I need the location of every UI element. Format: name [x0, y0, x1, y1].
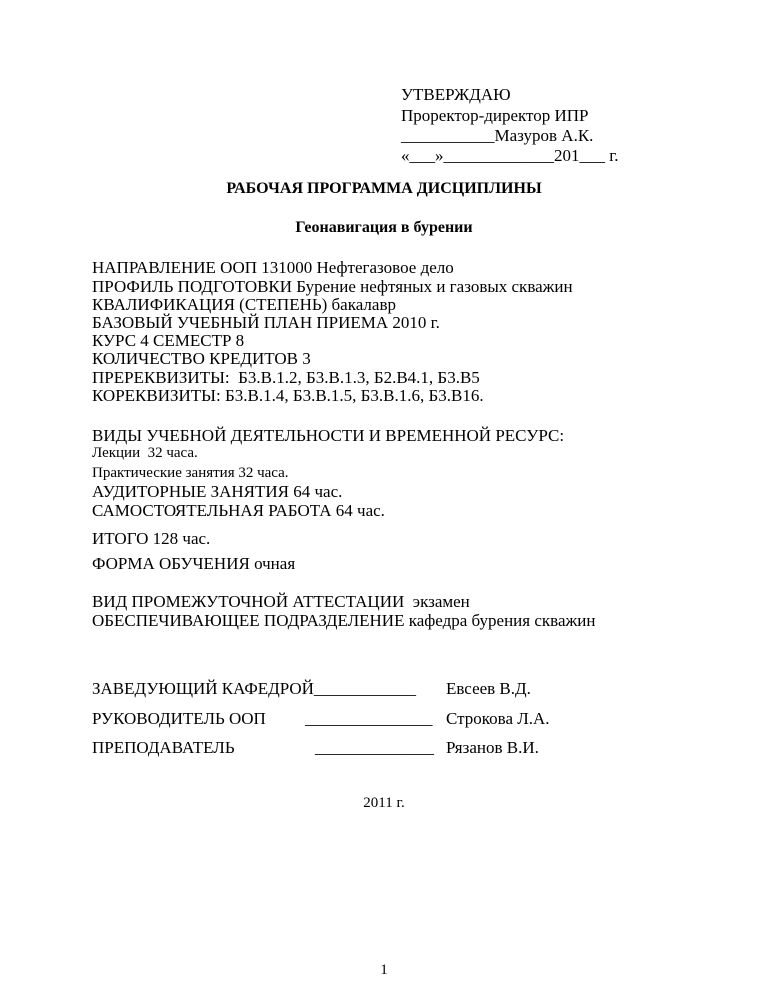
approval-signature: ___________Мазуров А.К. — [401, 126, 594, 145]
head-of-department-label: ЗАВЕДУЮЩИЙ КАФЕДРОЙ____________ — [92, 679, 416, 698]
info-direction: НАПРАВЛЕНИЕ ООП 131000 Нефтегазовое дело — [92, 258, 454, 277]
document-year: 2011 г. — [363, 795, 405, 811]
attestation-line: ВИД ПРОМЕЖУТОЧНОЙ АТТЕСТАЦИИ экзамен — [92, 592, 470, 611]
info-credits: КОЛИЧЕСТВО КРЕДИТОВ 3 — [92, 349, 311, 368]
info-qualification: КВАЛИФИКАЦИЯ (СТЕПЕНЬ) бакалавр — [92, 295, 396, 314]
teacher-signature-line: ______________ — [315, 738, 434, 757]
approval-title: УТВЕРЖДАЮ — [401, 85, 511, 104]
department-line: ОБЕСПЕЧИВАЮЩЕЕ ПОДРАЗДЕЛЕНИЕ кафедра бурения скважин — [92, 611, 596, 630]
activities-form: ФОРМА ОБУЧЕНИЯ очная — [92, 554, 296, 573]
info-profile: ПРОФИЛЬ ПОДГОТОВКИ Бурение нефтяных и газовых скважин — [92, 277, 573, 296]
activities-classroom: АУДИТОРНЫЕ ЗАНЯТИЯ 64 час. — [92, 482, 343, 501]
activities-self-study: САМОСТОЯТЕЛЬНАЯ РАБОТА 64 час. — [92, 501, 385, 520]
head-of-department-name: Евсеев В.Д. — [446, 679, 531, 698]
discipline-title: Геонавигация в бурении — [295, 219, 473, 236]
info-curriculum: БАЗОВЫЙ УЧЕБНЫЙ ПЛАН ПРИЕМА 2010 г. — [92, 313, 440, 332]
teacher-label: ПРЕПОДАВАТЕЛЬ — [92, 738, 235, 757]
approval-position: Проректор-директор ИПР — [401, 106, 589, 125]
approval-date: «___»_____________201___ г. — [401, 146, 619, 165]
info-prerequisites: ПРЕРЕКВИЗИТЫ: Б3.В.1.2, Б3.В.1.3, Б2.В4.1, Б3.В5 — [92, 368, 480, 387]
info-course-semester: КУРС 4 СЕМЕСТР 8 — [92, 331, 245, 350]
program-leader-signature-line: _______________ — [305, 709, 433, 728]
document-title: РАБОЧАЯ ПРОГРАММА ДИСЦИПЛИНЫ — [226, 180, 542, 197]
program-leader-label: РУКОВОДИТЕЛЬ ООП — [92, 709, 266, 728]
activities-heading: ВИДЫ УЧЕБНОЙ ДЕЯТЕЛЬНОСТИ И ВРЕМЕННОЙ РЕСУРС: — [92, 426, 565, 445]
program-leader-name: Строкова Л.А. — [446, 709, 550, 728]
teacher-name: Рязанов В.И. — [446, 738, 539, 757]
page-number: 1 — [380, 962, 388, 978]
activities-total: ИТОГО 128 час. — [92, 529, 211, 548]
activities-lectures: Лекции 32 часа. — [92, 445, 198, 461]
activities-practice: Практические занятия 32 часа. — [92, 465, 289, 481]
info-corequisites: КОРЕКВИЗИТЫ: Б3.В.1.4, Б3.В.1.5, Б3.В.1.6, Б3.В16. — [92, 386, 484, 405]
